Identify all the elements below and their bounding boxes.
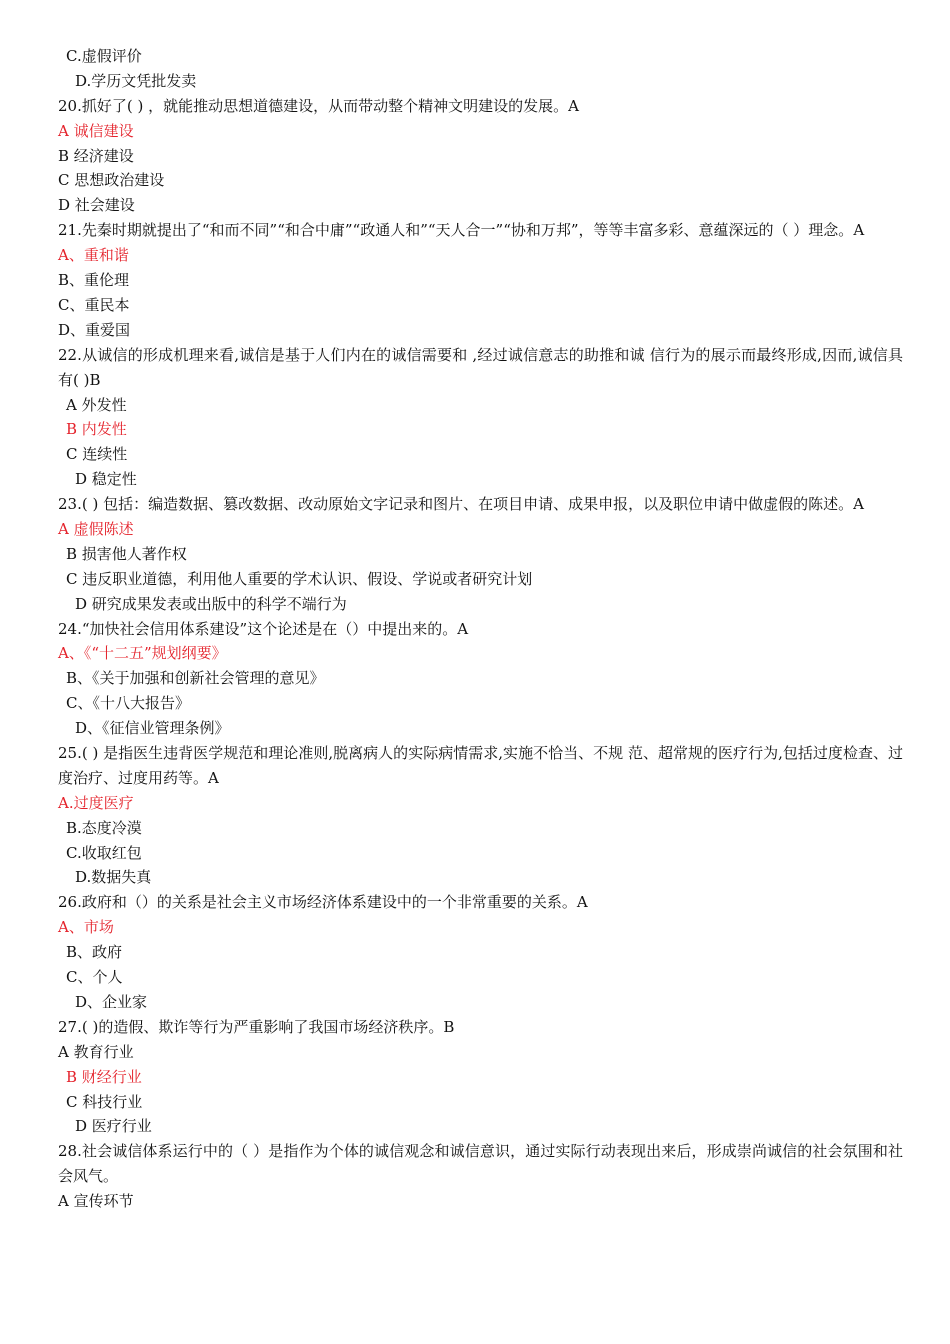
text-line: D 医疗行业 <box>75 1117 152 1136</box>
text-line: D.学历文凭批发卖 <box>75 71 197 90</box>
text-line: B、政府 <box>66 943 123 962</box>
text-line: C.收取红包 <box>66 843 142 862</box>
text-line: D、重爱国 <box>58 320 131 339</box>
text-line: B.态度冷漠 <box>66 818 142 837</box>
text-line: B 损害他人著作权 <box>66 544 187 563</box>
text-line: D、《征信业管理条例》 <box>75 719 230 738</box>
answer-option-line: A、市场 <box>58 918 114 937</box>
answer-option-line: A 诚信建设 <box>58 121 134 140</box>
text-line: 28.社会诚信体系运行中的（ ）是指作为个体的诚信观念和诚信意识，通过实际行动表现出来后，形成崇尚诚信的社会氛围和社会风气。 <box>58 1142 903 1186</box>
answer-option-line: A、重和谐 <box>58 246 129 265</box>
text-line: 25.( ) 是指医生违背医学规范和理论准则,脱离病人的实际病情需求,实施不恰当、不规 范、超常规的医疗行为,包括过度检查、过度治疗、过度用药等。A <box>58 744 903 787</box>
document-page <box>58 44 903 1214</box>
text-line: C 科技行业 <box>66 1092 143 1111</box>
text-line: C.虚假评价 <box>66 47 142 65</box>
text-line: C 违反职业道德，利用他人重要的学术认识、假设、学说或者研究计划 <box>66 569 533 588</box>
text-line: A 外发性 <box>66 395 127 414</box>
text-line: D、企业家 <box>75 992 148 1011</box>
text-line: 24.“加快社会信用体系建设”这个论述是在（）中提出来的。A <box>58 619 469 638</box>
text-line: 20.抓好了( ) ，就能推动思想道德建设，从而带动整个精神文明建设的发展。A <box>58 96 579 115</box>
text-line: 26.政府和（）的关系是社会主义市场经济体系建设中的一个非常重要的关系。A <box>58 893 588 912</box>
answer-option-line: A.过度医疗 <box>58 793 134 812</box>
text-line: 21.先秦时期就提出了“和而不同”“和合中庸”“政通人和”“天人合一”“协和万邦”，等等丰富多彩、意蕴深远的（ ）理念。A <box>58 221 865 240</box>
text-line: A 宣传环节 <box>58 1192 134 1211</box>
text-line: B、重伦理 <box>58 271 130 290</box>
text-line: D 社会建设 <box>58 196 135 215</box>
text-line: C、重民本 <box>58 295 130 314</box>
text-line: 23.( ) 包括：编造数据、篡改数据、改动原始文字记录和图片、在项目申请、成果申报，以及职位申请中做虚假的陈述。A <box>58 495 864 514</box>
text-line: D.数据失真 <box>75 868 152 887</box>
answer-option-line: A、《“十二五”规划纲要》 <box>58 644 227 663</box>
text-line: C、《十八大报告》 <box>66 694 190 713</box>
answer-option-line: A 虚假陈述 <box>58 519 134 538</box>
text-line: 27.( )的造假、欺诈等行为严重影响了我国市场经济秩序。B <box>58 1017 455 1036</box>
text-line: 22.从诚信的形成机理来看,诚信是基于人们内在的诚信需要和 ,经过诚信意志的助推和诚 信行为的展示而最终形成,因而,诚信具有( )B <box>58 345 903 389</box>
text-line: D 研究成果发表或出版中的科学不端行为 <box>75 594 347 613</box>
answer-option-line: B 财经行业 <box>66 1067 142 1086</box>
text-line: B 经济建设 <box>58 146 134 165</box>
text-line: C、个人 <box>66 968 123 987</box>
text-line: D 稳定性 <box>75 470 137 489</box>
text-line: B、《关于加强和创新社会管理的意见》 <box>66 669 325 688</box>
text-line: C 连续性 <box>66 445 128 464</box>
text-line: A 教育行业 <box>58 1042 134 1061</box>
text-line: C 思想政治建设 <box>58 171 165 190</box>
answer-option-line: B 内发性 <box>66 420 127 439</box>
